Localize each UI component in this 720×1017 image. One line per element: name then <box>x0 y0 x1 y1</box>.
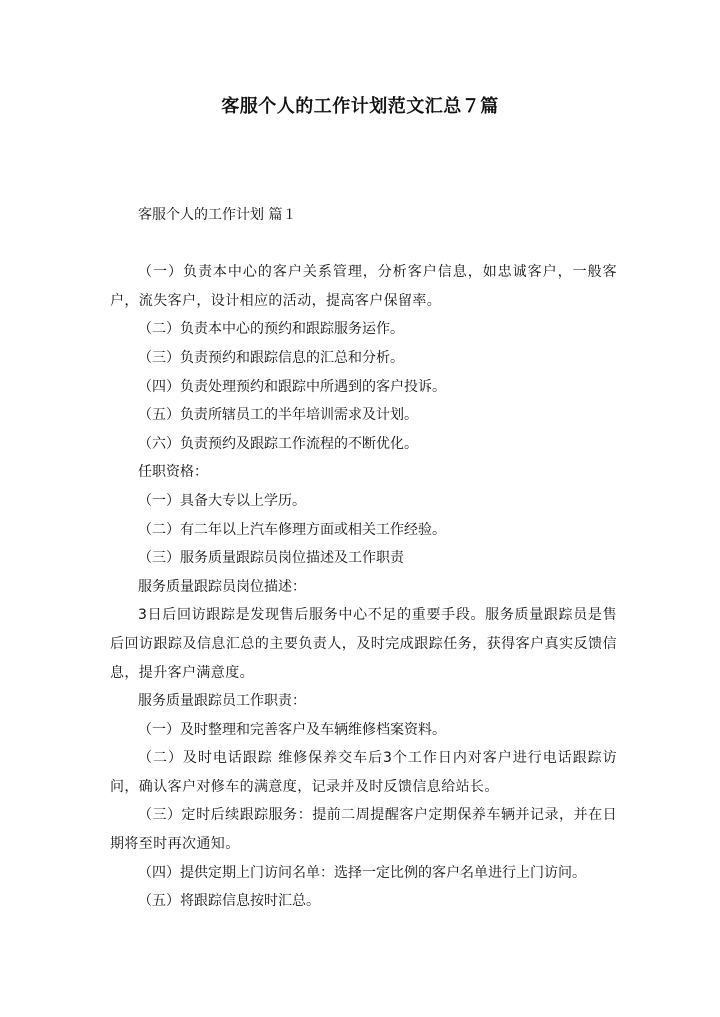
paragraph-complaints: （四）负责处理预约和跟踪中所遇到的客户投诉。 <box>138 378 446 395</box>
paragraph-role-description-heading: 服务质量跟踪员岗位描述： <box>138 578 306 595</box>
paragraph-process-optimization: （六）负责预约及跟踪工作流程的不断优化。 <box>138 435 418 452</box>
paragraph-duty-phone-follow-up: （二）及时电话跟踪 维修保养交车后3个工作日内对客户进行电话跟踪访问，确认客户对修车的满意度，记录并及时反馈信息给站长。 <box>110 750 617 795</box>
paragraph-role-description-title: （三）服务质量跟踪员岗位描述及工作职责 <box>138 550 404 567</box>
paragraph-education: （一）具备大专以上学历。 <box>138 492 306 509</box>
paragraph-experience: （二）有二年以上汽车修理方面或相关工作经验。 <box>138 521 446 538</box>
paragraph-appointment-operation: （二）负责本中心的预约和跟踪服务运作。 <box>138 321 404 338</box>
document-title: 客服个人的工作计划范文汇总７篇 <box>221 96 499 117</box>
paragraph-training-plan: （五）负责所辖员工的半年培训需求及计划。 <box>138 407 418 424</box>
paragraph-duty-records: （一）及时整理和完善客户及车辆维修档案资料。 <box>138 721 446 738</box>
paragraph-duty-scheduled-follow-up: （三）定时后续跟踪服务：提前二周提醒客户定期保养车辆并记录，并在日期将至时再次通知。 <box>110 807 617 853</box>
paragraph-customer-relations: （一）负责本中心的客户关系管理，分析客户信息，如忠诚客户，一般客户，流失客户，设计相应的活动，提高客户保留率。 <box>110 264 617 309</box>
paragraph-duties-heading: 服务质量跟踪员工作职责： <box>138 693 306 710</box>
paragraph-role-description: 3日后回访跟踪是发现售后服务中心不足的重要手段。服务质量跟踪员是售后回访跟踪及信息汇总的主要负责人，及时完成跟踪任务，获得客户真实反馈信息，提升客户满意度。 <box>110 607 617 681</box>
document-body <box>110 201 617 916</box>
section-heading: 客服个人的工作计划 篇１ <box>138 207 297 223</box>
paragraph-info-summary: （三）负责预约和跟踪信息的汇总和分析。 <box>138 349 404 366</box>
paragraph-duty-summary: （五）将跟踪信息按时汇总。 <box>138 893 320 910</box>
paragraph-qualifications-heading: 任职资格： <box>138 464 208 481</box>
paragraph-duty-visit-list: （四）提供定期上门访问名单：选择一定比例的客户名单进行上门访问。 <box>138 864 586 881</box>
